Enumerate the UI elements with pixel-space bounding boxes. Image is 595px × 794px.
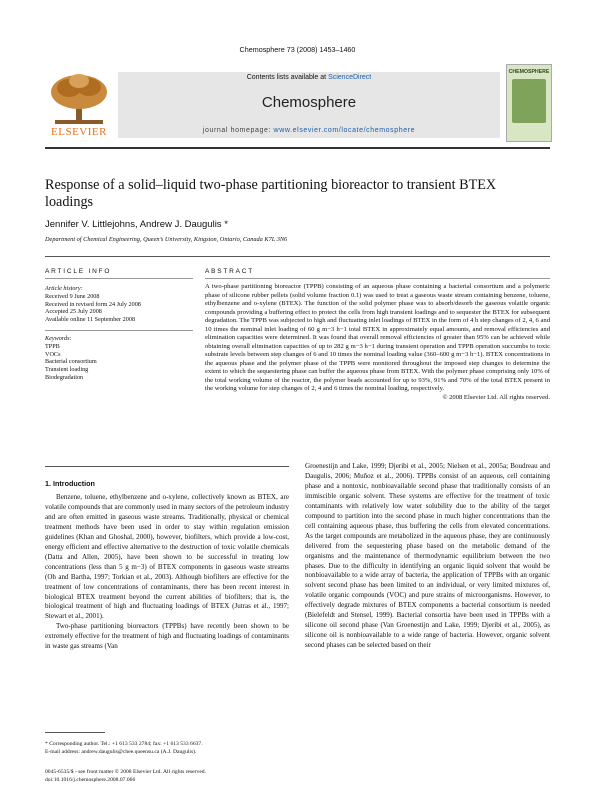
journal-banner [118, 72, 500, 138]
info-divider [45, 330, 193, 331]
journal-title: Chemosphere [261, 94, 357, 111]
journal-masthead [45, 69, 550, 142]
corresponding-author-note: * Corresponding author. Tel.: +1 613 533 2784; fax: +1 613 533 6637. [45, 741, 203, 747]
history-label: Article history: [45, 285, 83, 292]
journal-homepage [118, 127, 500, 134]
keyword: TPPB [45, 342, 60, 350]
homepage-prefix: journal homepage: [202, 127, 274, 134]
cover-artwork [512, 79, 546, 123]
masthead-rule [45, 147, 550, 149]
history-item: Available online 11 September 2008 [45, 316, 136, 324]
abstract-heading: ABSTRACT [205, 268, 255, 275]
history-item: Received 9 June 2008 [45, 292, 100, 300]
doi-line: doi:10.1016/j.chemosphere.2008.07.066 [45, 777, 136, 783]
homepage-link[interactable]: www.elsevier.com/locate/chemosphere [273, 127, 416, 134]
copyright: © 2008 Elsevier Ltd. All rights reserved. [442, 393, 550, 401]
article-info-heading: ARTICLE INFO [45, 268, 112, 275]
authors: Jennifer V. Littlejohns, Andrew J. Daugulis * [45, 219, 228, 230]
keyword: VOCs [45, 350, 61, 358]
body-column-right [305, 462, 550, 651]
front-matter [45, 768, 295, 784]
body-column-left [45, 493, 289, 652]
affiliation: Department of Chemical Engineering, Queen’s University, Kingston, Ontario, Canada K7L 3N6 [45, 236, 288, 243]
keyword: Bacterial consortium [45, 358, 97, 366]
keyword: Transient loading [45, 366, 89, 374]
contents-line [118, 74, 500, 81]
header-rule [45, 256, 550, 257]
issn-line: 0045-6535/$ - see front matter © 2008 Elsevier Ltd. All rights reserved. [45, 769, 206, 775]
keyword: Biodegradation [45, 373, 84, 381]
body-paragraph: Two-phase partitioning bioreactors (TPPBs) have recently been shown to be extremely effective for the treatment of high and fluctuating loadings of contaminants in waste gas streams (Van [45, 622, 289, 651]
publisher-logo-text: ELSEVIER [51, 126, 107, 138]
email-note: E-mail address: andrew.daugulis@chee.queensu.ca (A.J. Daugulis). [45, 749, 197, 755]
history-item: Received in revised form 24 July 2008 [45, 300, 141, 308]
abstract-rule [205, 278, 550, 279]
cover-title: CHEMOSPHERE [508, 69, 550, 75]
body-paragraph: Groenestijn and Lake, 1999; Djeribi et al., 2005; Nielsen et al., 2005a; Boudreau and Daugulis, 2006; Muñoz et al., 2006). TPPBs consist of an aqueous, cell containing phase and a nontoxic, nonbioavailable second phase that traditionally consists of an immiscible organic solvent. These systems are effective for the treatment of toxic contaminants with relatively low water solubility due to the ability of the target compound to partition into the second phase in much higher concentrations than the cell containing aqueous phase, thus buffering the cells from elevated concentrations. As the target compounds are metabolized in the aqueous phase, they are continuously delivered from the sequestering phase based on the metabolic demand of the organisms and the maintenance of thermodynamic equilibrium between the two phases. Due to the difficulty in identifying an organic liquid solvent that would be nonbioavailable to a wide array of bacteria, the application of TPPBs with an organic solvent second phase has been limited to an individual, or very limited mixtures of, volatile organic compounds (VOC) and pure strains of microorganisms. However, to effectively degrade mixtures of BTEX components a bacterial consortium is needed (Bielefeldt and Stensel, 1999). Bacterial consortia have been used in TPPBs with a silicone oil second phase (Van Groenestijn and Lake, 1999; Djeribi et al., 2005), as silicone oil is nonbioavailable to a wide range of bacteria. However, organic solvent second phases can be selected based on their [305, 462, 550, 650]
journal-cover-thumbnail [506, 64, 552, 142]
contents-prefix: Contents lists available at [246, 74, 329, 81]
article-title: Response of a solid–liquid two-phase partitioning bioreactor to transient BTEX loadings [45, 177, 497, 210]
journal-reference: Chemosphere 73 (2008) 1453–1460 [239, 45, 356, 54]
abstract-text: A two-phase partitioning bioreactor (TPPB) consisting of an aqueous phase containing a bacterial consortium and a polymeric phase of silicone rubber pellets (solid volume fraction 0.1) was used to treat a gaseous waste stream containing benzene, toluene, ethylbenzene and o-xylene (BTEX). The function of the solid polymer phase was to absorb/desorb the gaseous volatile organic compounds providing a buffering effect to protect the cells from high transient loadings and to sequester the BTEX for subsequent degradation. The TPPB was subjected to high and fluctuating inlet loadings of BTEX in the form of 4 h step changes of 2, 4, 6 and 10 times the nominal inlet loading of 60 g m−3 h−1 total BTEX in approximately equal amounts, and removal efficiencies and elimination capacities were determined. It was found that overall removal efficiencies of greater than 95% can be achieved while obtaining overall elimination capacities of up to 282 g m−3 h−1 during transient operation and TPPB operation succumbs to toxic substrate levels between step changes of 6 and 10 times the nominal loading value (360–600 g m−3 h−1). BTEX concentrations in the aqueous phase and the polymer phase of the TPPB were monitored throughout the imposed step changes to determine the extent to which the sequestering phase can buffer the aqueous phase from BTEX. With the polymer phase comprising only 10% of the total working volume of the reactor, the polymer beads accounted for up to 93%, 91% and 70% of the total BTEX present in the working volume for step changes of 2, 4 and 6 times the nominal loading, respectively. [205, 283, 550, 392]
info-rule [45, 278, 193, 279]
sciencedirect-link[interactable]: ScienceDirect [328, 74, 372, 81]
body-paragraph: Benzene, toluene, ethylbenzene and o-xylene, collectively known as BTEX, are volatile compounds that are commonly used in many sectors of the petroleum industry and are often emitted in gaseous waste streams. Traditionally, physical or chemical treatment methods have been used in order to stay within regulation emission guidelines (Khan and Ghoshal, 2000), however, biofilters, which provide a low-cost, energy efficient and effective alternative to the destruction of toxic volatile chemicals (Datta and Allen, 2005), have been shown to be successful in treating low concentrations (less than 5 g m−3) of BTEX components in gaseous waste streams (Oh and Bartha, 1997; Torkian et al., 2003). Although biofilters are effective for the treatment of low concentrations of contaminants, there has been recent interest in biological BTEX treatment beyond the current abilities of biofilters; that is, the biological treatment of high and fluctuating loadings of BTEX (Jutras et al., 1997; Stewart et al., 2001). [45, 493, 289, 621]
introduction-heading: 1. Introduction [45, 479, 95, 488]
keywords-label: Keywords: [45, 334, 72, 342]
footnotes [45, 740, 295, 756]
abstract [205, 283, 550, 402]
history-item: Accepted 25 July 2008 [45, 308, 102, 316]
article-info [45, 285, 193, 382]
abstract-end-rule [45, 466, 289, 467]
footnote-rule [45, 732, 105, 733]
